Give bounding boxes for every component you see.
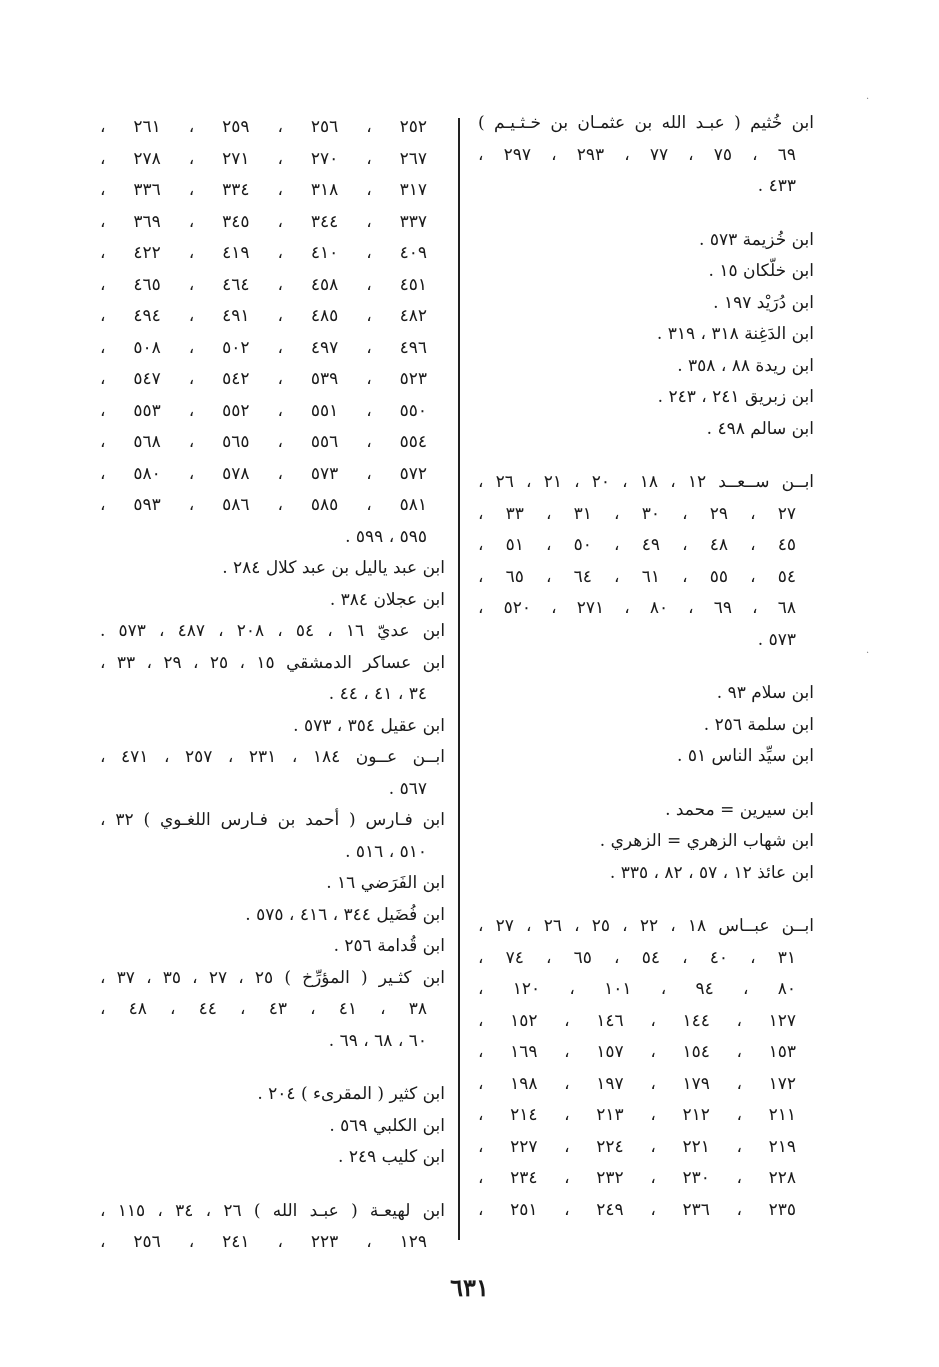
index-entry: ابن كثـير ( المؤرِّخ ) ٢٥ ، ٢٧ ، ٣٥ ، ٣٧ ، bbox=[100, 967, 446, 988]
index-entry: ابن خُثيم ( عبـد الله بن عثمـان بن خـثـيـم ) bbox=[478, 113, 814, 133]
index-entry: ابن قُدامة ٢٥٦ . bbox=[333, 936, 445, 956]
index-entry-continuation: ٣١ ، ٤٠ ، ٥٤ ، ٦٥ ، ٧٤ ، bbox=[478, 947, 797, 968]
column-divider bbox=[458, 118, 460, 1240]
index-entry-continuation: ٤٥ ، ٤٨ ، ٤٩ ، ٥٠ ، ٥١ ، bbox=[478, 535, 797, 555]
index-entry: ابن عقيل ٣٥٤ ، ٥٧٣ . bbox=[293, 715, 445, 736]
index-entry: ابن لهيعـة ( عبـد الله ) ٢٦ ، ٣٤ ، ١١٥ ، bbox=[100, 1200, 446, 1221]
index-entry-continuation: ٣٨ ، ٤١ ، ٤٣ ، ٤٤ ، ٤٨ ، bbox=[100, 999, 428, 1019]
entry-spacer bbox=[100, 1174, 445, 1196]
index-entry-continuation: ١٧٢ ، ١٧٩ ، ١٩٧ ، ١٩٨ ، bbox=[478, 1073, 796, 1094]
index-entry-continuation: ٥٩٥ ، ٥٩٩ . bbox=[345, 526, 427, 547]
index-entry-continuation: ٥٤ ، ٥٥ ، ٦١ ، ٦٤ ، ٦٥ ، bbox=[478, 566, 797, 587]
index-entry: ابن دُرَيْد ١٩٧ . bbox=[713, 292, 814, 313]
index-entry-continuation: ٤٣٣ . bbox=[757, 176, 796, 196]
index-entry-continuation: ٢٢٨ ، ٢٣٠ ، ٢٣٢ ، ٢٣٤ ، bbox=[478, 1168, 796, 1188]
index-entry: ابن فُضَيل ٣٤٤ ، ٤١٦ ، ٥٧٥ . bbox=[245, 904, 445, 925]
index-entry: ابــن عبــاس ١٨ ، ٢٢ ، ٢٥ ، ٢٦ ، ٢٧ ، bbox=[478, 916, 814, 936]
index-entry: ابــن ســعــد ١٢ ، ١٨ ، ٢٠ ، ٢١ ، ٢٦ ، bbox=[478, 472, 815, 492]
index-entry: ابن عديّ ١٦ ، ٥٤ ، ٢٠٨ ، ٤٨٧ ، ٥٧٣ . bbox=[100, 621, 446, 641]
index-entry-continuation: ٥٥٠ ، ٥٥١ ، ٥٥٢ ، ٥٥٣ ، bbox=[100, 400, 428, 421]
index-entry: ابن سالم ٤٩٨ . bbox=[706, 418, 814, 439]
index-entry-continuation: ٦٨ ، ٦٩ ، ٨٠ ، ٢٧١ ، ٥٢٠ ، bbox=[478, 598, 797, 618]
entry-spacer bbox=[478, 445, 814, 467]
index-entry: ابن الكلبي ٥٦٩ . bbox=[329, 1115, 445, 1136]
index-entry-continuation: ٥٨١ ، ٥٨٥ ، ٥٨٦ ، ٥٩٣ ، bbox=[100, 495, 428, 515]
index-entry-continuation: ٢١١ ، ٢١٢ ، ٢١٣ ، ٢١٤ ، bbox=[478, 1105, 796, 1125]
index-entry: ابن عساكر الدمشقي ١٥ ، ٢٥ ، ٢٩ ، ٣٣ ، bbox=[100, 652, 446, 673]
index-entry: ابن عجلان ٣٨٤ . bbox=[329, 589, 445, 610]
index-entry-continuation: ٤٥١ ، ٤٥٨ ، ٤٦٤ ، ٤٦٥ ، bbox=[100, 274, 428, 295]
index-entry-continuation: ٤٠٩ ، ٤١٠ ، ٤١٩ ، ٤٢٢ ، bbox=[100, 243, 428, 263]
index-entry-continuation: ٢١٩ ، ٢٢١ ، ٢٢٤ ، ٢٢٧ ، bbox=[478, 1136, 796, 1157]
index-entry: ابن خلّكان ١٥ . bbox=[708, 261, 814, 281]
index-entry-continuation: ٥٧٢ ، ٥٧٣ ، ٥٧٨ ، ٥٨٠ ، bbox=[100, 463, 428, 484]
index-entry: ابن كليب ٢٤٩ . bbox=[338, 1147, 445, 1167]
index-entry: ابن الدَغِنة ٣١٨ ، ٣١٩ . bbox=[656, 324, 814, 344]
left-column bbox=[100, 112, 445, 1259]
index-entry-continuation: ٢٥٢ ، ٢٥٦ ، ٢٥٩ ، ٢٦١ ، bbox=[100, 117, 428, 137]
index-entry: ابن ريدة ٨٨ ، ٣٥٨ . bbox=[677, 355, 814, 376]
index-entry-continuation: ٢٣٥ ، ٢٣٦ ، ٢٤٩ ، ٢٥١ ، bbox=[478, 1199, 796, 1220]
index-entry-continuation: ٤٨٢ ، ٤٨٥ ، ٤٩١ ، ٤٩٤ ، bbox=[100, 306, 428, 326]
entry-spacer bbox=[478, 773, 814, 795]
index-entry-continuation: ١٢٩ ، ٢٢٣ ، ٢٤١ ، ٢٥٦ ، bbox=[100, 1232, 428, 1252]
index-entry: ابن سلام ٩٣ . bbox=[716, 683, 814, 703]
index-entry-continuation: ٢٧ ، ٢٩ ، ٣٠ ، ٣١ ، ٣٣ ، bbox=[478, 503, 797, 524]
index-entry-continuation: ١٥٣ ، ١٥٤ ، ١٥٧ ، ١٦٩ ، bbox=[478, 1042, 796, 1062]
index-entry: ابن سيرين = محمد . bbox=[665, 799, 814, 820]
page-number: ٦٣١ bbox=[450, 1273, 489, 1302]
index-entry: ابن خُزيمة ٥٧٣ . bbox=[699, 229, 814, 250]
index-entry-continuation: ٢٦٧ ، ٢٧٠ ، ٢٧١ ، ٢٧٨ ، bbox=[100, 148, 428, 169]
index-entry-continuation: ٥١٠ ، ٥١٦ . bbox=[345, 841, 427, 862]
index-entry: ابن فـارس ( أحمد بن فـارس اللغـوي ) ٣٢ ، bbox=[100, 810, 446, 830]
index-entry-continuation: ٣١٧ ، ٣١٨ ، ٣٣٤ ، ٣٣٦ ، bbox=[100, 180, 428, 200]
index-entry: ابن سلمة ٢٥٦ . bbox=[703, 714, 814, 735]
index-entry-continuation: ٥٧٣ . bbox=[757, 629, 796, 650]
index-entry: ابن الفَرَضي ١٦ . bbox=[326, 873, 445, 893]
index-entry-continuation: ٦٠ ، ٦٨ ، ٦٩ . bbox=[328, 1030, 427, 1051]
index-entry: ابن عائذ ١٢ ، ٥٧ ، ٨٢ ، ٣٣٥ . bbox=[609, 862, 814, 883]
index-entry: ابن عبد ياليل بن عبد كلال ٢٨٤ . bbox=[222, 558, 445, 578]
index-entry-continuation: ٦٩ ، ٧٥ ، ٧٧ ، ٢٩٣ ، ٢٩٧ ، bbox=[478, 144, 797, 165]
index-entry-continuation: ٤٩٦ ، ٤٩٧ ، ٥٠٢ ، ٥٠٨ ، bbox=[100, 337, 428, 358]
scan-speck: · bbox=[866, 648, 870, 659]
index-entry-continuation: ٥٦٧ . bbox=[388, 778, 427, 799]
index-entry: ابن كثير ( المقرىء ) ٢٠٤ . bbox=[257, 1084, 445, 1104]
entry-spacer bbox=[478, 889, 814, 911]
right-column bbox=[478, 108, 814, 1226]
index-entry: ابــن عــون ١٨٤ ، ٢٣١ ، ٢٥٧ ، ٤٧١ ، bbox=[100, 747, 446, 767]
scan-speck: · bbox=[866, 94, 870, 105]
entry-spacer bbox=[478, 656, 814, 678]
index-entry: ابن سيِّد الناس ٥١ . bbox=[677, 746, 814, 766]
index-entry-continuation: ٥٥٤ ، ٥٥٦ ، ٥٦٥ ، ٥٦٨ ، bbox=[100, 432, 428, 452]
index-entry: ابن زبريق ٢٤١ ، ٢٤٣ . bbox=[657, 387, 814, 407]
index-entry-continuation: ١٢٧ ، ١٤٤ ، ١٤٦ ، ١٥٢ ، bbox=[478, 1010, 796, 1031]
entry-spacer bbox=[100, 1057, 445, 1079]
entry-spacer bbox=[478, 203, 814, 225]
index-entry: ابن شهاب الزهري = الزهري . bbox=[599, 831, 814, 851]
index-entry-continuation: ٣٣٧ ، ٣٤٤ ، ٣٤٥ ، ٣٦٩ ، bbox=[100, 211, 428, 232]
index-entry-continuation: ٨٠ ، ٩٤ ، ١٠١ ، ١٢٠ ، bbox=[478, 979, 797, 999]
index-entry-continuation: ٥٢٣ ، ٥٣٩ ، ٥٤٢ ، ٥٤٧ ، bbox=[100, 369, 428, 389]
index-entry-continuation: ٣٤ ، ٤١ ، ٤٤ . bbox=[328, 684, 427, 704]
